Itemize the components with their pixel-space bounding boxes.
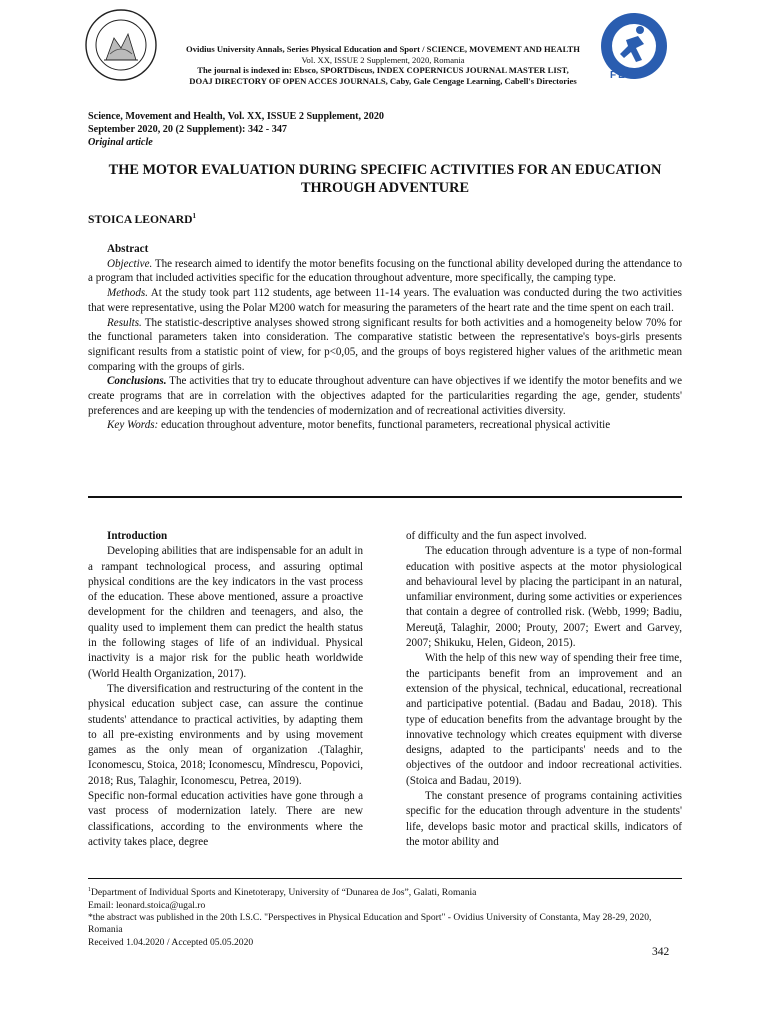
- journal-citation: Science, Movement and Health, Vol. XX, ISSUE 2 Supplement, 2020: [88, 111, 385, 122]
- introduction-heading: Introduction: [107, 530, 168, 542]
- author-name: STOICA LEONARD: [88, 212, 193, 226]
- objective-label: Objective.: [107, 257, 153, 270]
- page-number: 342: [652, 946, 670, 958]
- body-column-left: [88, 529, 363, 850]
- methods-text: At the study took part 112 students, age between 11-14 years. The evaluation was conducted during the two activities that were representative, using the Polar M200 watch for measuring the parameters of the heart rate and the time spent on each trail.: [88, 287, 682, 314]
- header-line-4: DOAJ DIRECTORY OF OPEN ACCES JOURNALS, Caby, Gale Cengage Learning, Cabell's Directories: [189, 75, 577, 86]
- article-meta: [88, 110, 688, 149]
- results-text: The statistic-descriptive analyses showed strong significant results for both activities and a homogeneity below 70% for the functional parameters taken into consideration. The comparative statistic between the representative's boys-girls presents significant results from a statistic point of view, for p<0,05, and the groups of boys registered higher values of the arithmetic mean comparing with the groups of girls.: [88, 316, 682, 373]
- header-line-2: Vol. XX, ISSUE 2 Supplement, 2020, Romania: [301, 54, 465, 65]
- footnote-received: Received 1.04.2020 / Accepted 05.05.2020: [88, 936, 254, 948]
- paper-title: [88, 161, 682, 197]
- body-paragraph: Developing abilities that are indispensable for an adult in a rampant technological process, and assuring optimal physical conditions are the key indicators in the vast process of the education. These above mentioned, assure a proactive development for the children and teenagers, and also, the quality used to implement them can predict the health status in the following stages of life of an individual. Physical inactivity is a major risk for the public heath worldwide (World Health Organization, 2017).: [88, 545, 363, 680]
- body-paragraph: The education through adventure is a type of non-formal education with positive aspects at the motor physiological and behavioural level by placing the participant in an natural, unfamiliar environment, during some activities or experiences that contain a degree of controlled risk. (Webb, 1999; Badiu, Mereuţă, Talaghir, 2000; Prouty, 2007; Ewert and Garvey, 2007; Shikuku, Helen, Gideon, 2015).: [406, 545, 682, 650]
- conclusions-label: Conclusions.: [107, 375, 167, 388]
- body-paragraph: With the help of this new way of spending their free time, the participants benefit from an improvement and an extension of the physical, technical, educational, recreational and participative potential. (Badau and Badau, 2018). This type of education benefits from the advantage brought by the innovative technology which creates equipment with diverse designs, adapted to the participants' needs and to the objectives of the outdoor and indoor recreational activities. (Stoica and Badau, 2019).: [406, 652, 682, 787]
- conclusions-text: The activities that try to educate throughout adventure can have objectives if we identify the motor benefits and we create programs that are in correlation with the objectives adapted for the particularities regarding the age, gender, students' preferences and are keeping up with the tendencies of modernization and of recreational activities diversity.: [88, 375, 682, 417]
- keywords-text: education throughout adventure, motor benefits, functional parameters, recreational physical activitie: [158, 419, 611, 432]
- abstract-methods: [88, 286, 682, 315]
- body-column-right: [406, 529, 682, 850]
- body-paragraph: Specific non-formal education activities have gone through a vast process of modernization lately. There are new classifications, according to the environments where the activity takes place, degree: [88, 790, 363, 848]
- results-label: Results.: [107, 316, 142, 329]
- header-line-1: Ovidius University Annals, Series Physical Education and Sport / SCIENCE, MOVEMENT AND HEALTH: [186, 44, 580, 54]
- fefs-logo-text: FEFS: [610, 70, 644, 81]
- footnote-mark: 1: [88, 887, 91, 893]
- keywords-label: Key Words:: [107, 419, 159, 432]
- abstract-objective: [88, 257, 682, 286]
- article-type: Original article: [88, 137, 153, 148]
- footnotes: [88, 884, 688, 949]
- body-paragraph: The diversification and restructuring of the content in the physical education subject case, can assure the continue students' attendance to practical activities, by adapting them to all pre-existing environments and by using movement games as the only mean of organization .(Talaghir, Iconomescu, Stoica, 2018; Iconomescu, Mîndrescu, Popovici, 2018; Rus, Talaghir, Iconomescu, Petrea, 2019).: [88, 682, 363, 787]
- fefs-runner-logo: [596, 10, 676, 88]
- abstract-divider: [88, 496, 682, 498]
- footnote-divider: [88, 878, 682, 879]
- objective-text: The research aimed to identify the motor benefits focusing on the functional ability developed during the attendance to a program that included activities specific for the education throughout adventure, more specifically, the camping type.: [88, 257, 682, 285]
- title-line-2: THROUGH ADVENTURE: [300, 180, 469, 196]
- issue-pages: September 2020, 20 (2 Supplement): 342 - 347: [88, 124, 288, 135]
- affiliation-text: Department of Individual Sports and Kinetoterapy, University of “Dunarea de Jos”, Galati, Romania: [91, 887, 477, 899]
- abstract-heading: Abstract: [107, 243, 149, 255]
- abstract-keywords: [88, 418, 682, 433]
- abstract-results: [88, 316, 682, 375]
- body-paragraph: The constant presence of programs containing activities specific for the education through adventure in the students' life, develops basic motor and practical skills, indicators of the motor ability and: [406, 790, 682, 848]
- university-seal-logo: [84, 8, 158, 82]
- title-line-1: THE MOTOR EVALUATION DURING SPECIFIC ACTIVITIES FOR AN EDUCATION: [108, 162, 662, 178]
- author: [88, 212, 196, 226]
- footnote-email: Email: leonard.stoica@ugal.ro: [88, 899, 206, 911]
- author-affiliation-mark: 1: [192, 212, 196, 220]
- body-paragraph: of difficulty and the fun aspect involved.: [406, 530, 587, 542]
- abstract: [88, 242, 682, 433]
- journal-header: [170, 44, 596, 86]
- header-line-3: The journal is indexed in: Ebsco, SPORTDiscus, INDEX COPERNICUS JOURNAL MASTER LIST,: [197, 65, 569, 76]
- methods-label: Methods.: [107, 287, 148, 300]
- footnote-affiliation: [88, 884, 688, 900]
- abstract-conclusions: [88, 374, 682, 418]
- footnote-note: *the abstract was published in the 20th I.S.C. "Perspectives in Physical Education and Sport" - Ovidius University of Constanta, May 28-29, 2020, Romania: [88, 912, 652, 936]
